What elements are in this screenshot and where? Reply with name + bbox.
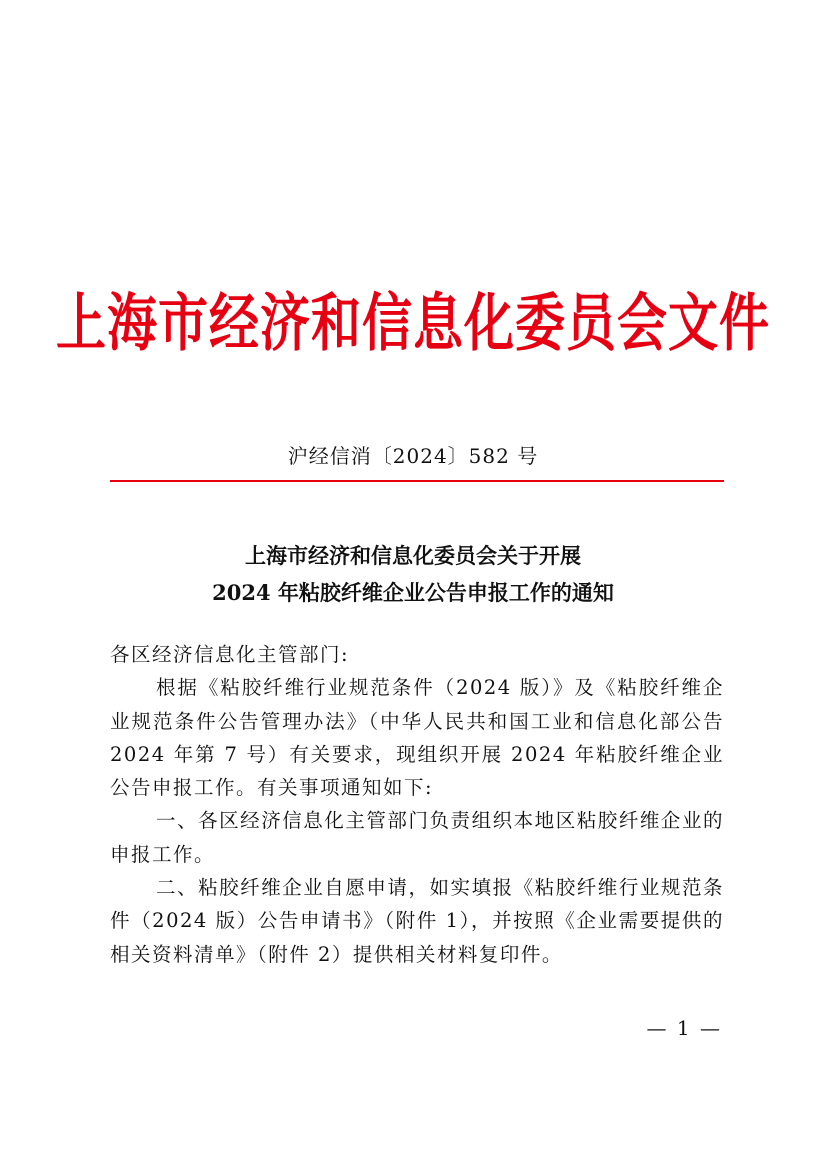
paragraph-intro: 根据《粘胶纤维行业规范条件（2024 版）》及《粘胶纤维企业规范条件公告管理办法》（中华人民共和国工业和信息化部公告 2024 年第 7 号）有关要求，现组织开展 2024 年粘胶纤维企业公告申报工作。有关事项通知如下: [110, 676, 724, 800]
title-line-1: 上海市经济和信息化委员会关于开展 [245, 543, 581, 568]
document-title [0, 537, 826, 611]
paragraph-item-2: 二、粘胶纤维企业自愿申请，如实填报《粘胶纤维行业规范条件（2024 版）公告申请书》（附件 1），并按照《企业需要提供的相关资料清单》（附件 2）提供相关材料复印件。 [110, 876, 724, 966]
title-line-2: 2024 年粘胶纤维企业公告申报工作的通知 [212, 580, 614, 605]
red-separator-line [110, 480, 724, 482]
salutation: 各区经济信息化主管部门: [110, 643, 350, 666]
paragraph-item-1: 一、各区经济信息化主管部门负责组织本地区粘胶纤维企业的申报工作。 [110, 809, 724, 866]
document-number: 沪经信消〔2024〕582 号 [287, 444, 539, 468]
page-number: — 1 — [646, 1016, 722, 1040]
issuer-banner: 上海市经济和信息化委员会文件 [56, 285, 770, 360]
document-body [110, 638, 724, 971]
